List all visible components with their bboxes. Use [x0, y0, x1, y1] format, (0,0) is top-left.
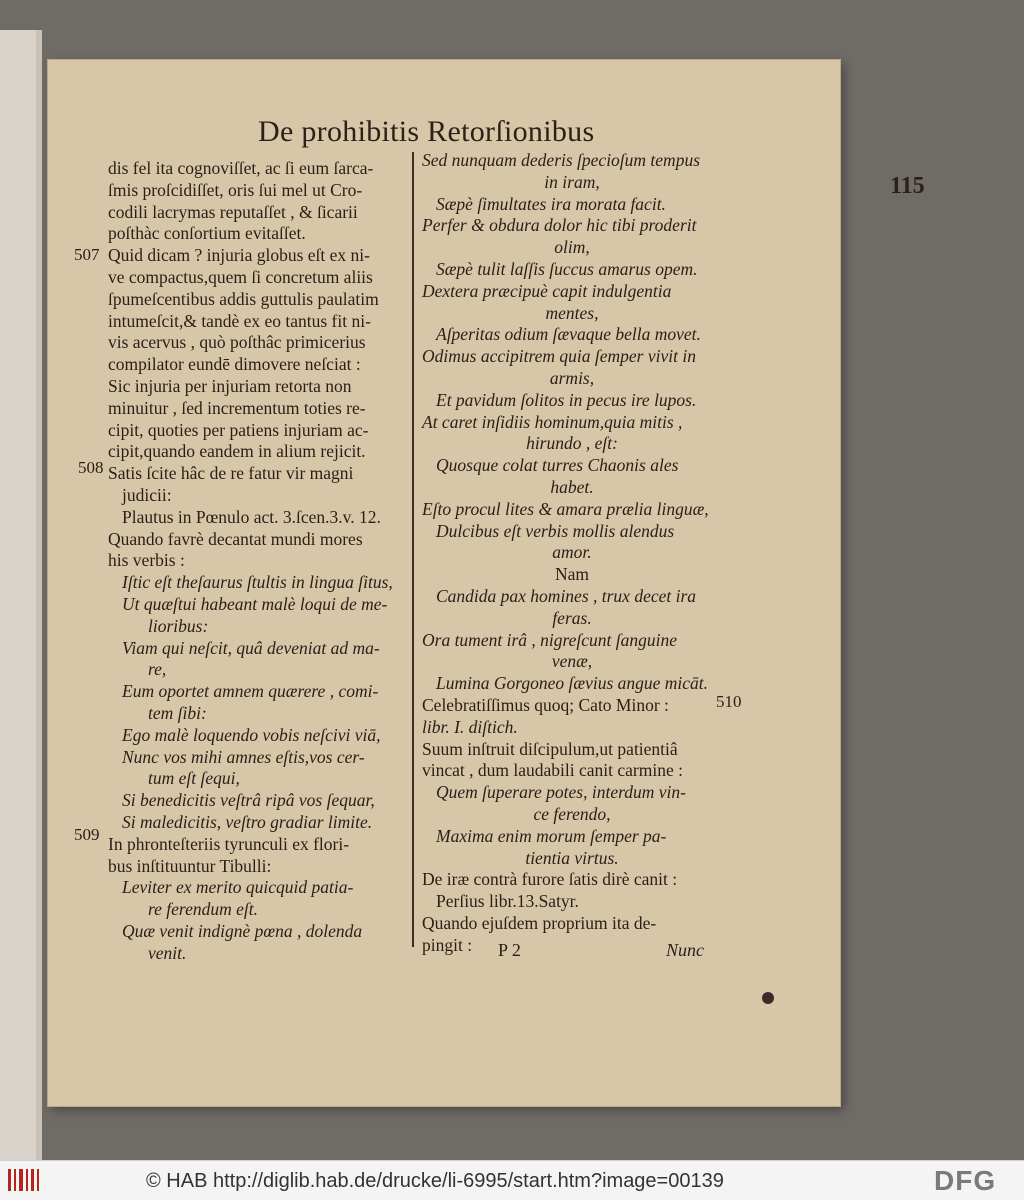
verse-line: Viam qui neſcit, quâ deveniat ad ma-	[122, 637, 380, 658]
verse-line: At caret inſidiis hominum,quia mitis ,	[422, 411, 683, 432]
verse-line: feras.	[552, 607, 592, 628]
previous-page-edge	[0, 30, 40, 1160]
right-column	[422, 150, 722, 956]
text-line: Quando favrè decantat mundi mores	[108, 528, 363, 549]
text-line: vincat , dum laudabili canit carmine :	[422, 760, 683, 781]
verse-line: Nunc vos mihi amnes eſtis,vos cer-	[122, 746, 365, 767]
text-line: Suum inſtruit diſcipulum,ut patientiâ	[422, 738, 678, 759]
verse-line: Eum oportet amnem quærere , comi-	[122, 681, 379, 702]
text-line: Celebratiſſimus quoq; Cato Minor :	[422, 694, 669, 715]
text-line: dis fel ita cognoviſſet, ac ſi eum ſarca-	[108, 158, 374, 178]
verse-line: mentes,	[545, 302, 599, 323]
verse-line: Aſperitas odium ſævaque bella movet.	[436, 324, 701, 345]
verse-line: armis,	[549, 367, 595, 388]
section-word: Nam	[554, 564, 590, 585]
verse-line: Iſtic eſt theſaurus ſtultis in lingua ſitus,	[122, 572, 393, 593]
verse-line: Ora tument irâ , nigreſcunt ſanguine	[422, 629, 678, 650]
verse-line: re,	[148, 659, 167, 680]
margin-number-508: 508	[78, 458, 104, 477]
footer-bar	[0, 1160, 1024, 1200]
text-line: minuitur , ſed incrementum toties re-	[108, 397, 366, 418]
verse-line: Quem ſuperare potes, interdum vin-	[436, 782, 686, 803]
verse-line: in iram,	[544, 171, 600, 192]
verse-line: Et pavidum ſolitos in pecus ire lupos.	[436, 389, 697, 410]
page-title: De prohibitis Retorſionibus	[258, 115, 595, 148]
verse-line: lioribus:	[148, 615, 209, 636]
verse-line: habet.	[550, 476, 594, 497]
text-line: Sic injuria per injuriam retorta non	[108, 375, 352, 396]
text-line: bus inſtituuntur Tibulli:	[108, 855, 272, 876]
text-line: ſpumeſcentibus addis guttulis paulatim	[108, 288, 379, 309]
verse-line: Leviter ex merito quicquid patia-	[122, 877, 354, 898]
dfg-logo: DFG	[934, 1165, 997, 1196]
verse-line: venit.	[148, 942, 187, 963]
verse-line: Candida pax homines , trux decet ira	[436, 585, 697, 606]
verse-line: Perfer & obdura dolor hic tibi proderit	[422, 215, 697, 236]
verse-line: Quosque colat turres Chaonis ales	[436, 455, 679, 476]
verse-line: Si maledicitis, veſtro gradiar limite.	[122, 811, 373, 832]
text-line: ſmis proſcidiſſet, oris ſui mel ut Cro-	[108, 179, 363, 200]
verse-line: tientia virtus.	[525, 847, 619, 868]
text-line: pingit :	[422, 934, 473, 955]
page-gutter	[36, 30, 42, 1160]
text-line: judicii:	[122, 484, 172, 505]
verse-line: Sæpè ſimultates ira morata facit.	[436, 193, 666, 214]
text-line: intumeſcit,& tandè ex eo tantus fit ni-	[108, 310, 371, 331]
page-number: 115	[890, 173, 925, 199]
ink-blot	[762, 992, 774, 1004]
verse-line: tem ſibi:	[148, 702, 207, 723]
text-line: vis acervus , quò poſthâc primicerius	[108, 332, 366, 353]
verse-line: venæ,	[551, 651, 593, 672]
citation-line: libr. I. diſtich.	[422, 716, 518, 737]
citation-line: Plautus in Pœnulo act. 3.ſcen.3.v. 12.	[122, 506, 381, 527]
text-line: his verbis :	[108, 550, 185, 571]
verse-line: Ut quæſtui habeant malè loqui de me-	[122, 593, 388, 614]
text-line: Satis ſcite hâc de re fatur vir magni	[108, 463, 354, 484]
verse-line: Lumina Gorgoneo ſævius angue micāt.	[436, 673, 709, 694]
margin-number-510: 510	[716, 692, 742, 711]
verse-line: Sæpè tulit laſſis ſuccus amarus opem.	[436, 258, 698, 279]
verse-line: hirundo , eſt:	[526, 433, 618, 454]
verse-line: Odimus accipitrem quia ſemper vivit in	[422, 346, 696, 367]
barcode-icon	[6, 1165, 44, 1195]
margin-number-507: 507	[74, 245, 100, 264]
text-line: ve compactus,quem ſi concretum aliis	[108, 266, 373, 287]
text-line: cipit, quoties per patiens injuriam ac-	[108, 419, 369, 440]
verse-line: Ego malè loquendo vobis neſcivi viā,	[122, 724, 381, 745]
text-line: Quando ejuſdem proprium ita de-	[422, 912, 657, 933]
verse-line: re ferendum eſt.	[148, 899, 258, 920]
verse-line: ce ferendo,	[533, 803, 611, 824]
text-line: Quid dicam ? injuria globus eſt ex ni-	[108, 245, 370, 266]
text-line: compilator eundē dimovere neſciat :	[108, 354, 361, 375]
verse-line: olim,	[554, 237, 590, 258]
verse-line: Sed nunquam dederis ſpecioſum tempus	[422, 150, 701, 170]
margin-number-509: 509	[74, 825, 100, 844]
text-line: poſthàc conſortium evitaſſet.	[108, 223, 306, 244]
source-link[interactable]: © HAB http://diglib.hab.de/drucke/li-6995/start.htm?image=00139	[146, 1170, 724, 1192]
verse-line: Maxima enim morum ſemper pa-	[436, 825, 667, 846]
left-column	[108, 158, 413, 964]
book-page	[48, 60, 925, 1106]
catchword: Nunc	[666, 940, 704, 960]
signature-mark: P 2	[498, 940, 521, 960]
text-line: codili lacrymas reputaſſet , & ſicarii	[108, 201, 358, 222]
citation-line: Perſius libr.13.Satyr.	[436, 891, 579, 912]
verse-line: Dextera præcipuè capit indulgentia	[422, 280, 672, 301]
text-line: De iræ contrà furore ſatis dirè canit :	[422, 869, 678, 890]
text-line: cipit,quando eandem in alium rejicit.	[108, 441, 366, 462]
text-line: In phronteſteriis tyrunculi ex flori-	[108, 833, 350, 854]
verse-line: tum eſt ſequi,	[148, 768, 240, 789]
verse-line: Dulcibus eſt verbis mollis alendus	[436, 520, 675, 541]
verse-line: Quæ venit indignè pœna , dolenda	[122, 920, 363, 941]
verse-line: Si benedicitis veſtrâ ripâ vos ſequar,	[122, 790, 375, 811]
verse-line: Eſto procul lites & amara prælia linguæ,	[422, 498, 709, 519]
verse-line: amor.	[552, 542, 592, 563]
